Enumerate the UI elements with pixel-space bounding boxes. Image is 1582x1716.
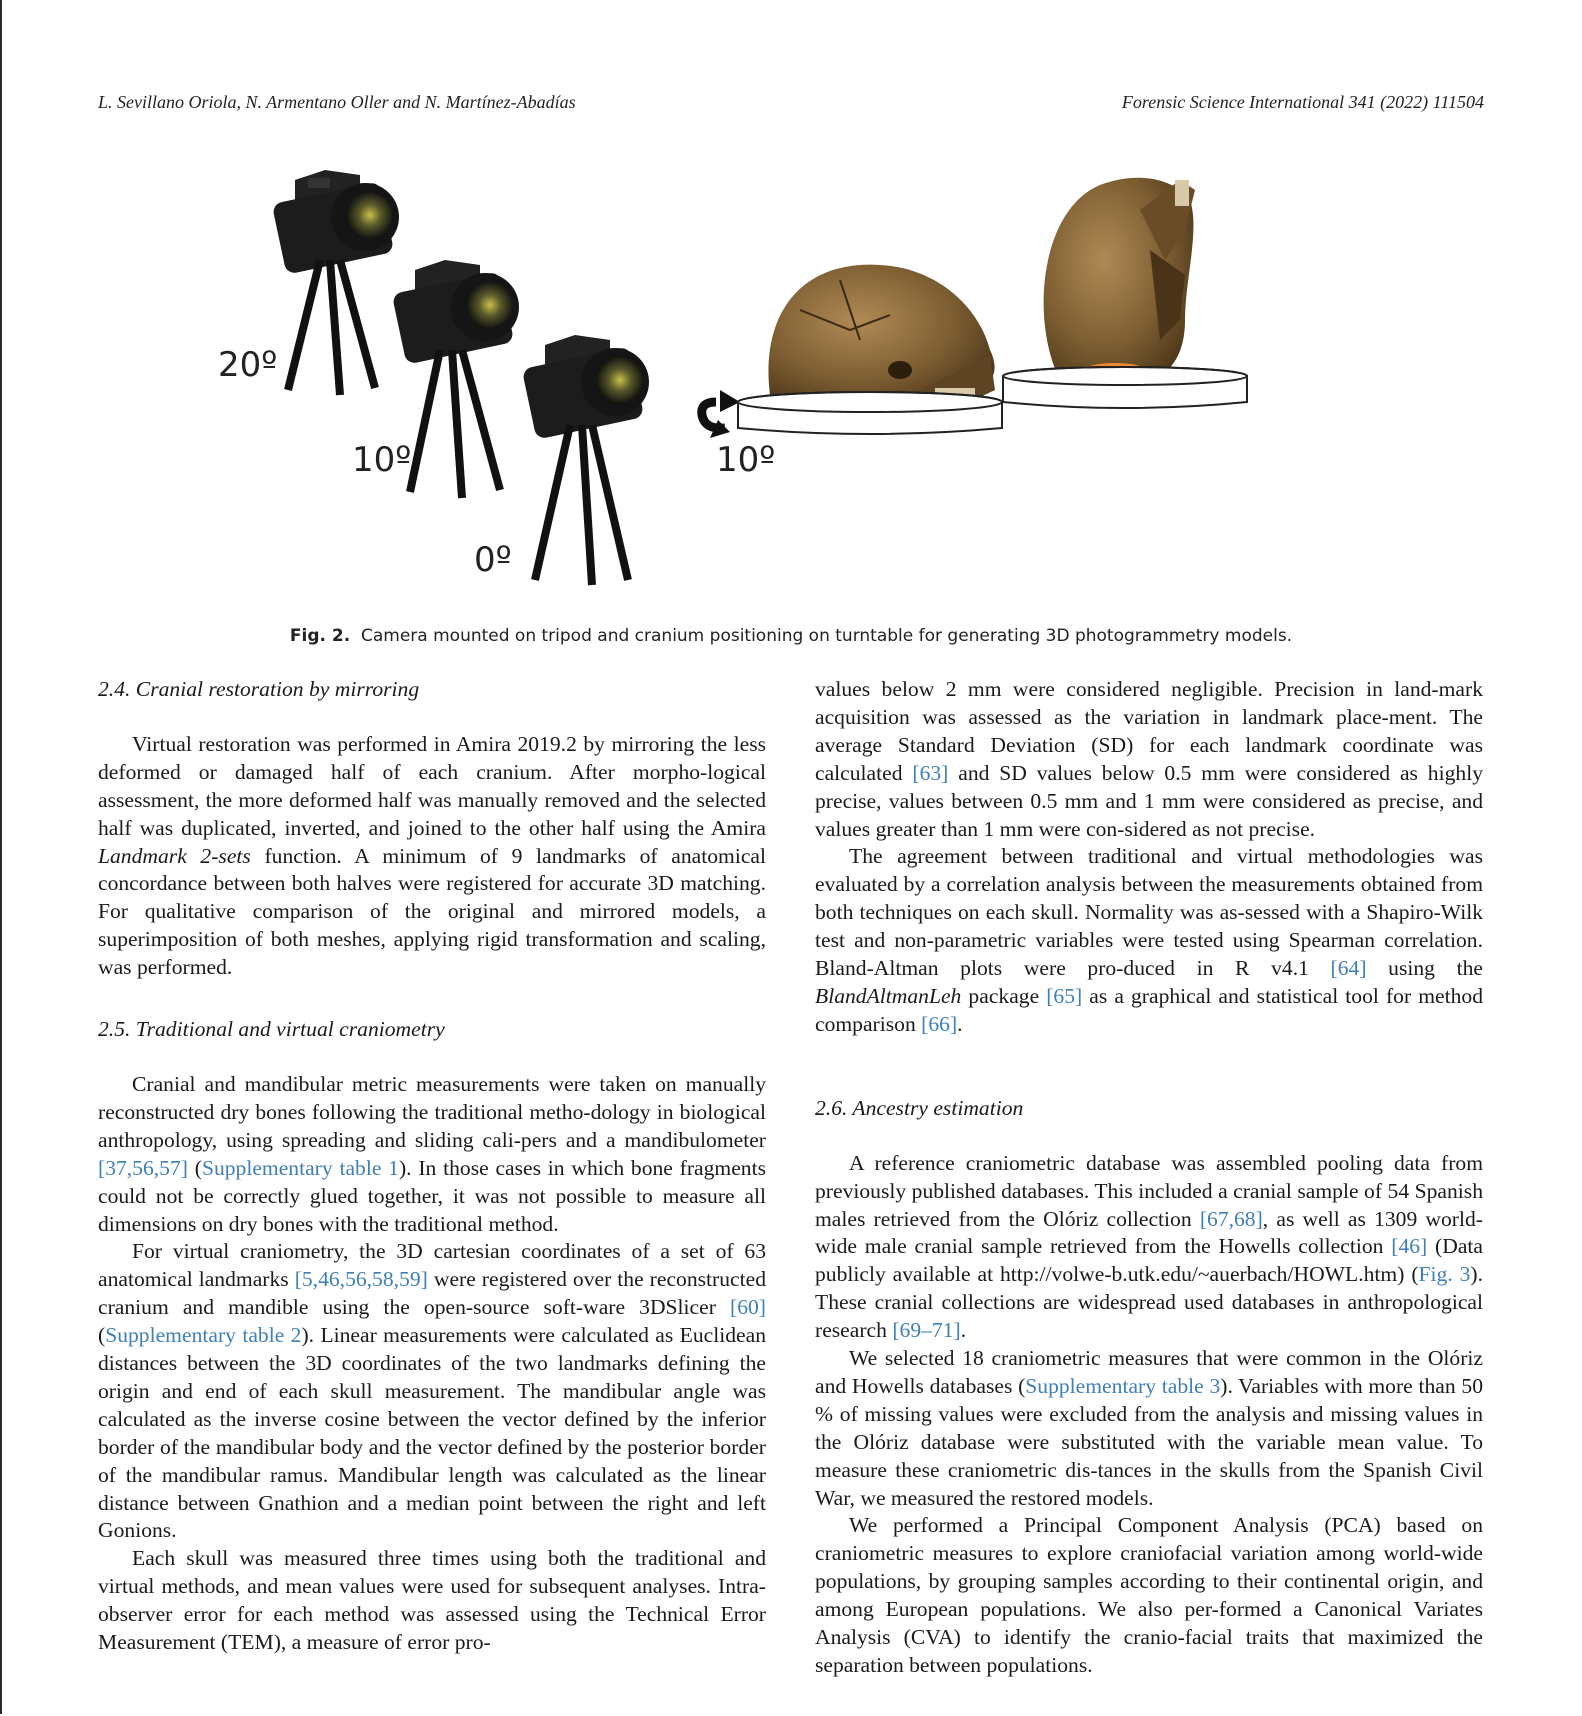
citation-link[interactable]: [67,68] [1199,1206,1263,1231]
running-header-authors: L. Sevillano Oriola, N. Armentano Oller and N. Martínez-Abadías [98,92,576,112]
citation-link[interactable]: [65] [1046,983,1083,1008]
camera-icon [272,170,399,395]
paragraph: The agreement between traditional and virtual methodologies was evaluated by a correlation analysis between the measurements obtained from both techniques on each skull. Normality was as-sessed with a Shapiro-Wilk test and non-parametric variables were tested using Spearman correlation. Bland-Altman plots were pro-duced in R v4.1 [64] using the BlandAltmanLeh package [65] as a graphical and statistical tool for method comparison [66]. [815,844,1483,1036]
rotation-arrow-icon [702,390,740,438]
left-column [98,676,766,1657]
citation-link[interactable]: [66] [921,1011,958,1036]
turntable-skull-lateral [738,265,1002,434]
citation-link[interactable]: [37,56,57] [98,1155,188,1180]
figure-caption [0,626,1582,646]
supplementary-link[interactable]: Supplementary table 3 [1025,1373,1221,1398]
citation-link[interactable]: [69–71] [892,1318,961,1343]
citation-link[interactable]: [46] [1391,1234,1428,1259]
caption-text: Camera mounted on tripod and cranium positioning on turntable for generating 3D photogrammetry models. [360,626,1293,646]
section-heading-2-6: 2.6. Ancestry estimation [815,1095,1024,1120]
citation-link[interactable]: [5,46,56,58,59] [294,1267,428,1292]
supplementary-link[interactable]: Supplementary table 1 [201,1155,399,1180]
angle-label-20: 20º [218,345,278,385]
figure-illustration [200,140,1400,600]
citation-link[interactable]: [60] [730,1295,766,1320]
angle-label-10-camera: 10º [352,440,412,480]
supplementary-link[interactable]: Supplementary table 2 [105,1323,302,1348]
paragraph: values below 2 mm were considered negligible. Precision in land-mark acquisition was assessed as the variation in landmark place-ment. The average Standard Deviation (SD) for each landmark coordinate was calculated [63] and SD values below 0.5 mm were considered as highly precise, values between 0.5 mm and 1 mm were considered as precise, and values greater than 1 mm were con-sidered as not precise. [815,677,1483,841]
camera-icon [522,335,649,585]
section-heading-2-5: 2.5. Traditional and virtual craniometry [98,1017,445,1042]
paragraph: Virtual restoration was performed in Amira 2019.2 by mirroring the less deformed or damaged half of each cranium. After morpho-logical assessment, the more deformed half was manually removed and the selected half was duplicated, inverted, and joined to the other half using the Amira Landmark 2-sets function. A minimum of 9 landmarks of anatomical concordance between both halves were registered for accurate 3D matching. For qualitative comparison of the original and mirrored models, a superimposition of both meshes, applying rigid transformation and scaling, was performed. [98,731,766,980]
paragraph: A reference craniometric database was assembled pooling data from previously published databases. This included a cranial sample of 54 Spanish males retrieved from the Olóriz collection [67,68], as well as 1309 world-wide male cranial sample retrieved from the Howells collection [46] (Data publicly available at http://volwe-b.utk.edu/~auerbach/HOWL.htm) (Fig. 3). These cranial collections are widespread used databases in anthropological research [69–71]. [815,1150,1484,1343]
figure-link[interactable]: Fig. 3 [1418,1262,1471,1287]
paragraph: Each skull was measured three times using both the traditional and virtual methods, and mean values were used for subsequent analyses. Intra-observer error for each method was assessed using the Technical Error Measurement (TEM), a measure of error pro- [98,1546,766,1655]
turntable-skull-upright [1003,178,1247,408]
paragraph: For virtual craniometry, the 3D cartesian coordinates of a set of 63 anatomical landmarks [5,46,56,58,59] were registered over the reconstructed cranium and mandible using the open-source soft-ware 3DSlicer [60] (Supplementary table 2). Linear measurements were calculated as Euclidean distances between the 3D coordinates of the two landmarks defining the origin and end of each skull measurement. The mandibular angle was calculated as the inverse cosine between the vector defined by the inferior border of the mandibular body and the vector defined by the posterior border of the mandibular ramus. Mandibular length was calculated as the linear distance between Gnathion and a median point between the right and left Gonions. [98,1239,766,1543]
right-column [815,676,1483,1680]
citation-link[interactable]: [63] [912,760,949,785]
paragraph: We selected 18 craniometric measures that were common in the Olóriz and Howells databases (Supplementary table 3). Variables with more than 50 % of missing values were excluded from the analysis and missing values in the Olóriz database were substituted with the variable mean value. To measure these craniometric dis-tances in the skulls from the Spanish Civil War, we measured the restored models. [815,1346,1483,1510]
caption-label: Fig. 2. [289,626,351,646]
section-heading-2-4: 2.4. Cranial restoration by mirroring [98,677,420,701]
figure-2 [200,140,1400,600]
running-header-journal: Forensic Science International 341 (2022) 111504 [1121,92,1484,112]
angle-label-10-rotation: 10º [716,440,776,480]
angle-label-0: 0º [474,540,512,580]
paragraph: Cranial and mandibular metric measurements were taken on manually reconstructed dry bones following the traditional metho-dology in biological anthropology, using spreading and sliding cali-pers and a mandibulometer [37,56,57] (Supplementary table 1). In those cases in which bone fragments could not be correctly glued together, it was not possible to measure all dimensions on dry bones with the traditional method. [98,1071,766,1236]
citation-link[interactable]: [64] [1330,956,1367,981]
paragraph: We performed a Principal Component Analysis (PCA) based on craniometric measures to explore craniofacial variation among world-wide populations, by grouping samples according to their continental origin, and among European populations. We also per-formed a Canonical Variates Analysis (CVA) to identify the cranio-facial traits that maximized the separation between populations. [815,1513,1483,1677]
